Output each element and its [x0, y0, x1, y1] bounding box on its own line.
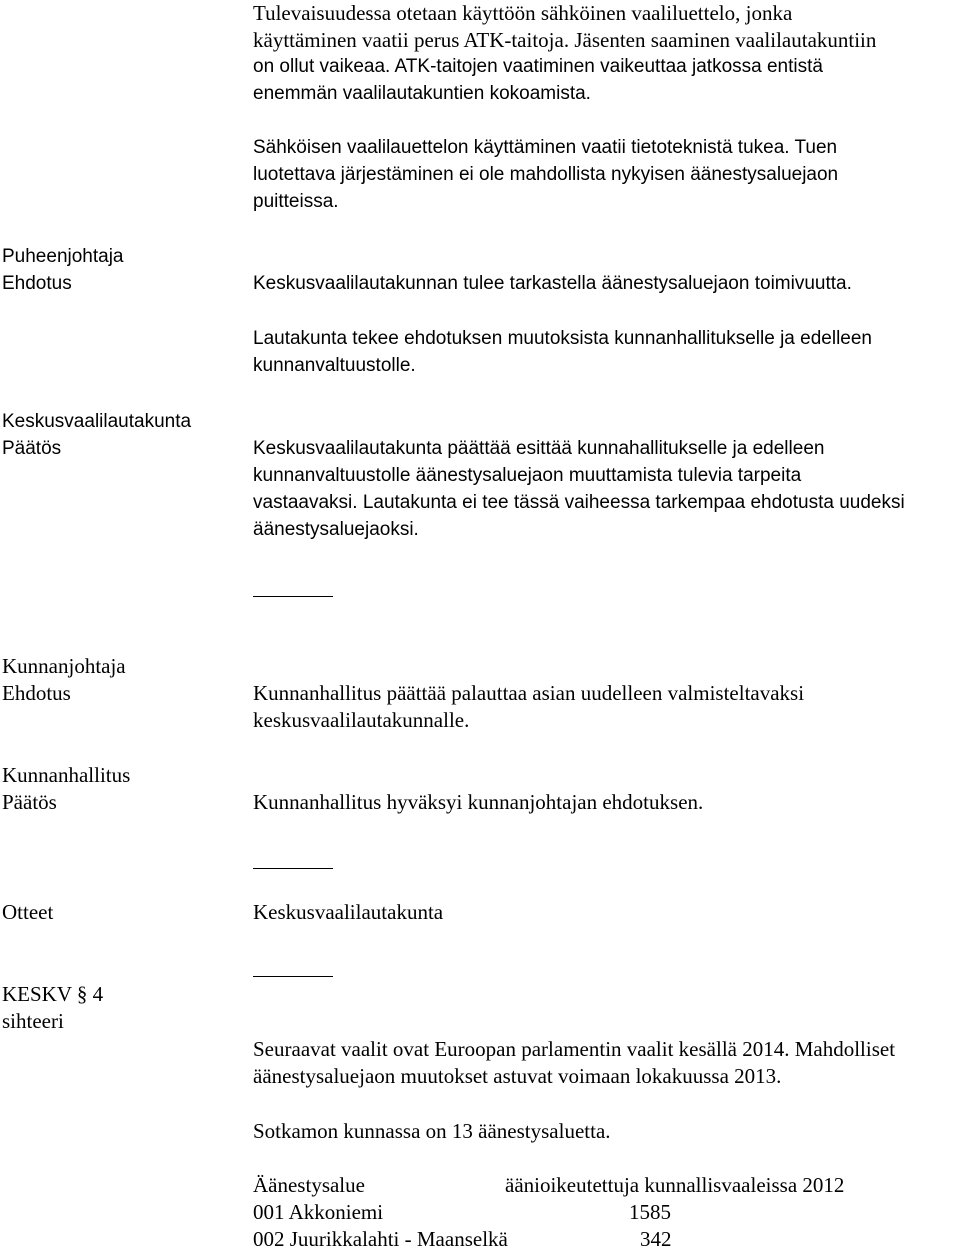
council-decision-text: Kunnanhallitus hyväksyi kunnanjohtajan ehdotuksen.: [253, 790, 704, 814]
mayor-proposal-line-1: Kunnanhallitus päättää palauttaa asian uudelleen valmisteltavaksi: [253, 681, 805, 705]
chair-proposal-line-b: kunnanvaltuustolle.: [253, 355, 416, 376]
board-decision-line-1: Keskusvaalilautakunta päättää esittää kunnahallitukselle ja edelleen: [253, 438, 825, 459]
table-header-voters: äänioikeutettuja kunnallisvaaleissa 2012: [505, 1173, 845, 1197]
mayor-role-label: Kunnanjohtaja: [2, 654, 126, 678]
chair-proposal-label: Ehdotus: [2, 273, 72, 294]
separator-rule: [253, 868, 333, 869]
secretary-label: sihteeri: [2, 1009, 64, 1033]
intro-line-1: Tulevaisuudessa otetaan käyttöön sähköinen vaaliluettelo, jonka: [253, 1, 793, 25]
board-decision-line-2: kunnanvaltuustolle äänestysaluejaon muuttamista tulevia tarpeita: [253, 465, 802, 486]
extracts-label: Otteet: [2, 900, 54, 924]
separator-rule: [253, 596, 333, 597]
mayor-proposal-label: Ehdotus: [2, 681, 71, 705]
board-label: Keskusvaalilautakunta: [2, 411, 192, 432]
extracts-recipient: Keskusvaalilautakunta: [253, 900, 444, 924]
intro-line-3: on ollut vaikeaa. ATK-taitojen vaatiminen vaikeuttaa jatkossa entistä: [253, 56, 823, 77]
support-line-2: luotettava järjestäminen ei ole mahdollista nykyisen äänestysaluejaon: [253, 164, 839, 185]
chair-proposal-line-a: Lautakunta tekee ehdotuksen muutoksista kunnanhallitukselle ja edelleen: [253, 328, 872, 349]
mayor-proposal-line-2: keskusvaalilautakunnalle.: [253, 708, 470, 732]
board-decision-label: Päätös: [2, 438, 62, 459]
table-header-area: Äänestysalue: [253, 1173, 365, 1197]
keskv-line-3: Sotkamon kunnassa on 13 äänestysaluetta.: [253, 1119, 611, 1143]
board-decision-line-3: vastaavaksi. Lautakunta ei tee tässä vaiheessa tarkempaa ehdotusta uudeksi: [253, 492, 905, 513]
table-cell-area: 001 Akkoniemi: [253, 1200, 384, 1224]
keskv-line-2: äänestysaluejaon muutokset astuvat voimaan lokakuussa 2013.: [253, 1064, 782, 1088]
board-decision-line-4: äänestysaluejaoksi.: [253, 519, 419, 540]
council-label: Kunnanhallitus: [2, 763, 131, 787]
intro-line-4: enemmän vaalilautakuntien kokoamista.: [253, 83, 591, 104]
chair-proposal-text: Keskusvaalilautakunnan tulee tarkastella äänestysaluejaon toimivuutta.: [253, 273, 852, 294]
council-decision-label: Päätös: [2, 790, 57, 814]
support-line-1: Sähköisen vaalilauettelon käyttäminen vaatii tietoteknistä tukea. Tuen: [253, 137, 838, 158]
intro-line-2: käyttäminen vaatii perus ATK-taitoja. Jäsenten saaminen vaalilautakuntiin: [253, 28, 877, 52]
keskv-label: KESKV § 4: [2, 982, 104, 1006]
table-cell-voters: 342: [640, 1227, 672, 1251]
keskv-line-1: Seuraavat vaalit ovat Euroopan parlamentin vaalit kesällä 2014. Mahdolliset: [253, 1037, 896, 1061]
support-line-3: puitteissa.: [253, 191, 339, 212]
separator-rule: [253, 976, 333, 977]
chair-role-label: Puheenjohtaja: [2, 246, 124, 267]
table-cell-voters: 1585: [629, 1200, 671, 1224]
table-cell-area: 002 Juurikkalahti - Maanselkä: [253, 1227, 508, 1251]
